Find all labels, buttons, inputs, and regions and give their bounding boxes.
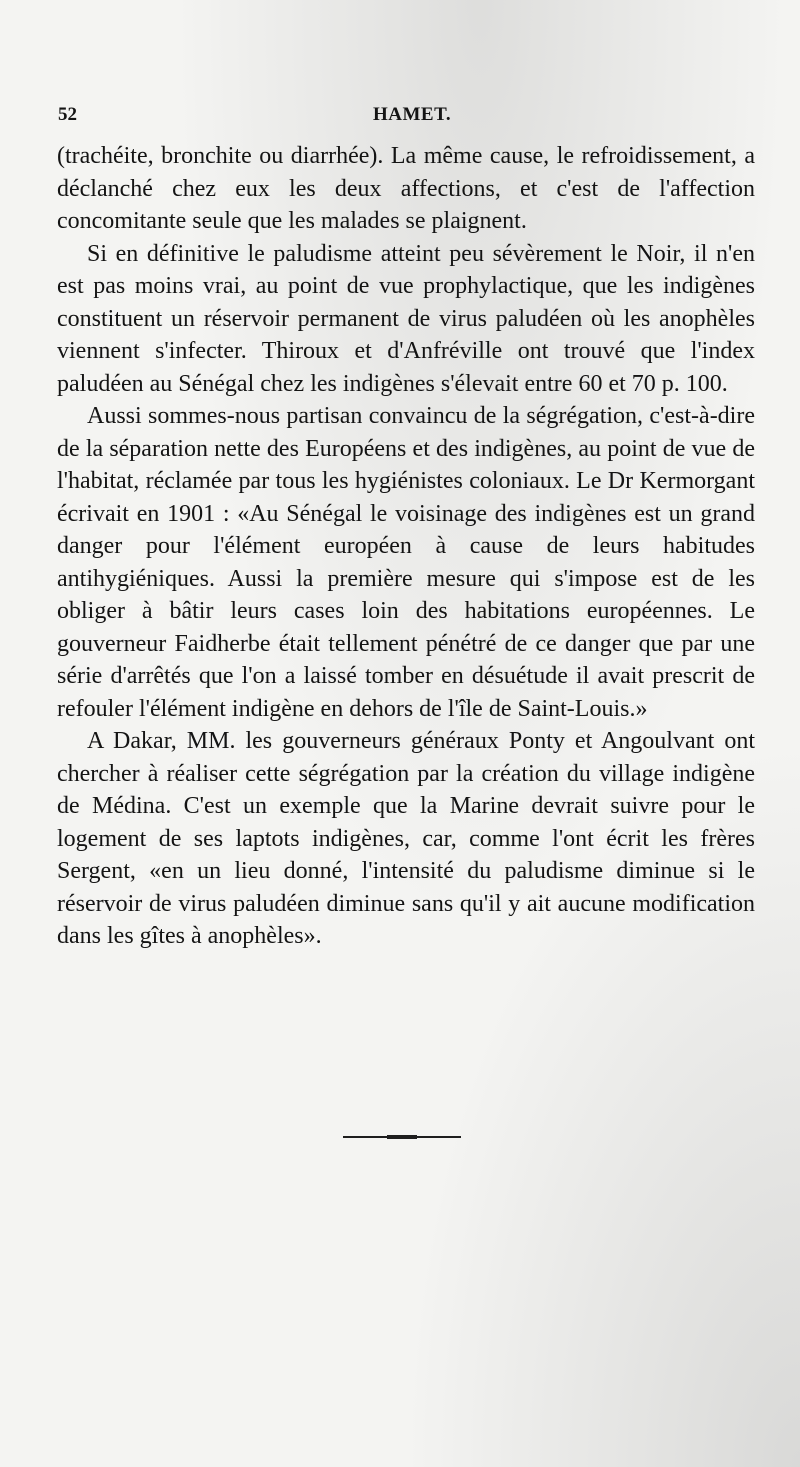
paragraph: Si en définitive le paludisme atteint peu sévèrement le Noir, il n'en est pas moins vrai, au point de vue prophylactique, que les indigènes constituent un réservoir permanent de virus paludéen où les anophèles viennent s'infecter. Thiroux et d'Anfréville ont trouvé que l'index paludéen au Sénégal chez les indigènes s'élevait entre 60 et 70 p. 100. <box>57 240 755 397</box>
page-header <box>58 104 758 134</box>
paragraph: Aussi sommes-nous partisan convaincu de la ségrégation, c'est-à-dire de la séparation nette des Européens et des indigènes, au point de vue de l'habitat, réclamée par tous les hygiénistes coloniaux. Le Dr Kermorgant écrivait en 1901 : «Au Sénégal le voisinage des indigènes est un grand danger pour l'élément européen à cause de leurs habitudes antihygiéniques. Aussi la première mesure qui s'impose est de les obliger à bâtir leurs cases loin des habitations européennes. Le gouverneur Faidherbe était tellement pénétré de ce danger que par une série d'arrêtés que l'on a laissé tomber en désuétude il avait prescrit de refouler l'élément indigène en dehors de l'île de Saint-Louis.» <box>57 403 755 722</box>
body-text <box>57 140 755 953</box>
running-head: HAMET. <box>373 104 452 125</box>
section-end-rule <box>343 1136 461 1138</box>
paragraph: (trachéite, bronchite ou diarrhée). La même cause, le refroidissement, a déclanché chez eux les deux affections, et c'est de l'affection concomitante seule que les malades se plaignent. <box>57 143 755 234</box>
paragraph: A Dakar, MM. les gouverneurs généraux Ponty et Angoulvant ont chercher à réaliser cette ségrégation par la création du village indigène de Médina. C'est un exemple que la Marine devrait suivre pour le logement de ses laptots indigènes, car, comme l'ont écrit les frères Sergent, «en un lieu donné, l'intensité du paludisme diminue si le réservoir de virus paludéen diminue sans qu'il y ait aucune modification dans les gîtes à anophèles». <box>57 728 755 949</box>
page-number: 52 <box>58 104 77 125</box>
